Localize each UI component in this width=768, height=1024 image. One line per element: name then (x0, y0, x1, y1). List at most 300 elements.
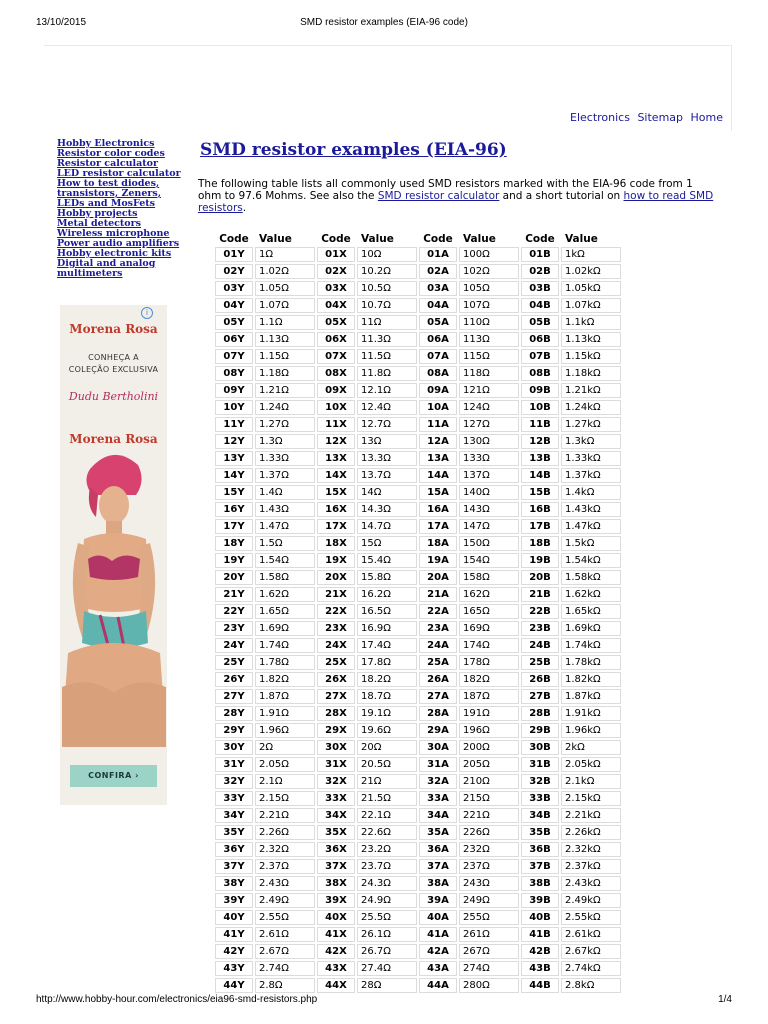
column-header: Value (463, 233, 496, 245)
code-cell: 23A (419, 621, 457, 636)
side-nav-item[interactable]: Metal detectors (57, 218, 142, 229)
side-nav-item[interactable]: Resistor calculator (57, 158, 159, 169)
value-cell: 13.7Ω (357, 468, 417, 483)
table-row (215, 791, 621, 806)
code-cell: 03X (317, 281, 355, 296)
value-cell: 1.3kΩ (561, 434, 621, 449)
value-cell: 19.6Ω (357, 723, 417, 738)
code-cell: 04X (317, 298, 355, 313)
table-row (215, 978, 621, 993)
code-cell: 03B (521, 281, 559, 296)
value-cell: 24.3Ω (357, 876, 417, 891)
code-cell: 17A (419, 519, 457, 534)
code-cell: 42B (521, 944, 559, 959)
code-cell: 39X (317, 893, 355, 908)
value-cell: 23.7Ω (357, 859, 417, 874)
value-cell: 1.82kΩ (561, 672, 621, 687)
value-cell: 2.32kΩ (561, 842, 621, 857)
code-cell: 41X (317, 927, 355, 942)
code-cell: 34B (521, 808, 559, 823)
side-nav-item[interactable]: Resistor color codes (57, 148, 165, 159)
code-cell: 13Y (215, 451, 253, 466)
code-cell: 17Y (215, 519, 253, 534)
table-row (215, 553, 621, 568)
value-cell: 1kΩ (561, 247, 621, 262)
code-cell: 15A (419, 485, 457, 500)
value-cell: 1.27kΩ (561, 417, 621, 432)
code-cell: 35Y (215, 825, 253, 840)
code-cell: 22B (521, 604, 559, 619)
code-cell: 14A (419, 468, 457, 483)
nav-link-sitemap[interactable]: Sitemap (637, 111, 684, 124)
code-cell: 32B (521, 774, 559, 789)
table-row (215, 774, 621, 789)
intro-text: The following table lists all commonly used SMD resistors marked with the EIA-96 code from 1 ohm to 97.6 Mohms. See also the (198, 178, 693, 202)
code-cell: 11Y (215, 417, 253, 432)
table-row (215, 910, 621, 925)
code-cell: 09A (419, 383, 457, 398)
code-cell: 20B (521, 570, 559, 585)
value-cell: 1.1Ω (255, 315, 315, 330)
value-cell: 232Ω (459, 842, 519, 857)
value-cell: 10.2Ω (357, 264, 417, 279)
code-cell: 33X (317, 791, 355, 806)
code-cell: 21B (521, 587, 559, 602)
value-cell: 18.2Ω (357, 672, 417, 687)
code-cell: 16Y (215, 502, 253, 517)
value-cell: 1.54Ω (255, 553, 315, 568)
value-cell: 113Ω (459, 332, 519, 347)
value-cell: 1.18kΩ (561, 366, 621, 381)
table-row (215, 740, 621, 755)
table-row (215, 621, 621, 636)
code-cell: 13X (317, 451, 355, 466)
code-cell: 18Y (215, 536, 253, 551)
code-cell: 26X (317, 672, 355, 687)
ad-tagline: CONHEÇA A (88, 353, 139, 362)
value-cell: 154Ω (459, 553, 519, 568)
code-cell: 05A (419, 315, 457, 330)
value-cell: 18.7Ω (357, 689, 417, 704)
side-nav-item[interactable]: Wireless microphone (57, 228, 170, 239)
code-cell: 10Y (215, 400, 253, 415)
code-cell: 38A (419, 876, 457, 891)
side-nav-item[interactable]: Hobby electronic kits (57, 248, 172, 259)
ad-model-photo (60, 447, 167, 747)
code-cell: 40X (317, 910, 355, 925)
table-row (215, 570, 621, 585)
side-nav-item[interactable]: How to test diodes, transistors, Zeners, LEDs and MosFets (57, 178, 162, 209)
value-cell: 2.55Ω (255, 910, 315, 925)
value-cell: 1.74Ω (255, 638, 315, 653)
code-cell: 14B (521, 468, 559, 483)
value-cell: 2.26kΩ (561, 825, 621, 840)
code-cell: 16X (317, 502, 355, 517)
code-cell: 02X (317, 264, 355, 279)
value-cell: 2.49kΩ (561, 893, 621, 908)
code-cell: 09X (317, 383, 355, 398)
value-cell: 14.3Ω (357, 502, 417, 517)
code-cell: 29X (317, 723, 355, 738)
value-cell: 162Ω (459, 587, 519, 602)
table-row (215, 859, 621, 874)
side-nav-item[interactable]: Digital and analog multimeters (57, 258, 156, 279)
code-cell: 07A (419, 349, 457, 364)
code-cell: 35B (521, 825, 559, 840)
side-nav-item[interactable]: LED resistor calculator (57, 168, 181, 179)
value-cell: 280Ω (459, 978, 519, 993)
value-cell: 26.1Ω (357, 927, 417, 942)
value-cell: 255Ω (459, 910, 519, 925)
code-cell: 18B (521, 536, 559, 551)
code-cell: 28X (317, 706, 355, 721)
value-cell: 174Ω (459, 638, 519, 653)
value-cell: 12.1Ω (357, 383, 417, 398)
value-cell: 2.37kΩ (561, 859, 621, 874)
value-cell: 1.96Ω (255, 723, 315, 738)
code-cell: 14Y (215, 468, 253, 483)
value-cell: 10Ω (357, 247, 417, 262)
value-cell: 1.65kΩ (561, 604, 621, 619)
value-cell: 118Ω (459, 366, 519, 381)
table-row (215, 655, 621, 670)
code-cell: 31Y (215, 757, 253, 772)
code-cell: 04B (521, 298, 559, 313)
tutorial-link[interactable]: how to read SMD resistors (198, 190, 714, 214)
value-cell: 102Ω (459, 264, 519, 279)
value-cell: 1.15Ω (255, 349, 315, 364)
value-cell: 2.74Ω (255, 961, 315, 976)
code-cell: 11B (521, 417, 559, 432)
value-cell: 14Ω (357, 485, 417, 500)
value-cell: 1.54kΩ (561, 553, 621, 568)
value-cell: 2.1Ω (255, 774, 315, 789)
table-row (215, 468, 621, 483)
value-cell: 1.69kΩ (561, 621, 621, 636)
value-cell: 143Ω (459, 502, 519, 517)
code-cell: 14X (317, 468, 355, 483)
intro-text: and a short tutorial on (499, 190, 624, 202)
code-cell: 37B (521, 859, 559, 874)
code-cell: 39Y (215, 893, 253, 908)
code-cell: 40Y (215, 910, 253, 925)
value-cell: 1.15kΩ (561, 349, 621, 364)
side-nav-item[interactable]: Hobby projects (57, 208, 138, 219)
code-cell: 29A (419, 723, 457, 738)
value-cell: 2.1kΩ (561, 774, 621, 789)
table-header-row (215, 233, 621, 245)
value-cell: 2.8kΩ (561, 978, 621, 993)
value-cell: 1.91Ω (255, 706, 315, 721)
value-cell: 1.05kΩ (561, 281, 621, 296)
code-cell: 18X (317, 536, 355, 551)
ad-cta-button[interactable]: CONFIRA › (70, 765, 157, 787)
value-cell: 210Ω (459, 774, 519, 789)
code-cell: 03Y (215, 281, 253, 296)
code-cell: 44A (419, 978, 457, 993)
value-cell: 10.7Ω (357, 298, 417, 313)
code-cell: 19A (419, 553, 457, 568)
value-cell: 2.61Ω (255, 927, 315, 942)
code-cell: 44X (317, 978, 355, 993)
code-cell: 25B (521, 655, 559, 670)
value-cell: 121Ω (459, 383, 519, 398)
code-cell: 34X (317, 808, 355, 823)
code-cell: 30A (419, 740, 457, 755)
value-cell: 2kΩ (561, 740, 621, 755)
code-cell: 04A (419, 298, 457, 313)
value-cell: 1.87Ω (255, 689, 315, 704)
value-cell: 221Ω (459, 808, 519, 823)
table-row (215, 502, 621, 517)
code-cell: 11A (419, 417, 457, 432)
value-cell: 182Ω (459, 672, 519, 687)
column-header: Value (259, 233, 292, 245)
print-date: 13/10/2015 (36, 17, 87, 28)
value-cell: 115Ω (459, 349, 519, 364)
value-cell: 196Ω (459, 723, 519, 738)
code-cell: 08A (419, 366, 457, 381)
table-row (215, 876, 621, 891)
value-cell: 15.4Ω (357, 553, 417, 568)
table-row (215, 638, 621, 653)
code-cell: 27A (419, 689, 457, 704)
code-cell: 32A (419, 774, 457, 789)
value-cell: 2.74kΩ (561, 961, 621, 976)
code-cell: 25X (317, 655, 355, 670)
table-row (215, 281, 621, 296)
table-row (215, 349, 621, 364)
code-cell: 37X (317, 859, 355, 874)
value-cell: 169Ω (459, 621, 519, 636)
code-cell: 23B (521, 621, 559, 636)
value-cell: 2.32Ω (255, 842, 315, 857)
value-cell: 274Ω (459, 961, 519, 976)
value-cell: 1.82Ω (255, 672, 315, 687)
value-cell: 178Ω (459, 655, 519, 670)
value-cell: 22.1Ω (357, 808, 417, 823)
table-row (215, 332, 621, 347)
code-cell: 07B (521, 349, 559, 364)
column-header: Code (423, 233, 453, 245)
value-cell: 16.5Ω (357, 604, 417, 619)
value-cell: 11.8Ω (357, 366, 417, 381)
code-cell: 04Y (215, 298, 253, 313)
value-cell: 20.5Ω (357, 757, 417, 772)
table-row (215, 893, 621, 908)
table-row (215, 689, 621, 704)
value-cell: 187Ω (459, 689, 519, 704)
print-header (0, 17, 768, 31)
value-cell: 140Ω (459, 485, 519, 500)
top-nav (566, 111, 723, 124)
ad-info-icon[interactable]: i (141, 307, 153, 319)
value-cell: 133Ω (459, 451, 519, 466)
value-cell: 137Ω (459, 468, 519, 483)
code-cell: 01X (317, 247, 355, 262)
table-row (215, 927, 621, 942)
code-cell: 21A (419, 587, 457, 602)
value-cell: 28Ω (357, 978, 417, 993)
value-cell: 1.62kΩ (561, 587, 621, 602)
value-cell: 1.4kΩ (561, 485, 621, 500)
smd-calculator-link[interactable]: SMD resistor calculator (377, 190, 500, 202)
value-cell: 2.67Ω (255, 944, 315, 959)
value-cell: 21.5Ω (357, 791, 417, 806)
value-cell: 27.4Ω (357, 961, 417, 976)
code-cell: 10A (419, 400, 457, 415)
code-cell: 36Y (215, 842, 253, 857)
table-row (215, 519, 621, 534)
code-cell: 33Y (215, 791, 253, 806)
value-cell: 12.4Ω (357, 400, 417, 415)
code-cell: 42X (317, 944, 355, 959)
value-cell: 1.4Ω (255, 485, 315, 500)
ad-tagline: COLEÇÃO EXCLUSIVA (68, 365, 159, 374)
table-row (215, 604, 621, 619)
code-cell: 31X (317, 757, 355, 772)
value-cell: 17.4Ω (357, 638, 417, 653)
value-cell: 107Ω (459, 298, 519, 313)
nav-link-home[interactable]: Home (690, 111, 723, 124)
table-row (215, 672, 621, 687)
value-cell: 16.9Ω (357, 621, 417, 636)
table-row (215, 383, 621, 398)
value-cell: 1.37kΩ (561, 468, 621, 483)
table-row (215, 757, 621, 772)
value-cell: 1.69Ω (255, 621, 315, 636)
code-cell: 30Y (215, 740, 253, 755)
code-cell: 24Y (215, 638, 253, 653)
code-cell: 12A (419, 434, 457, 449)
print-title: SMD resistor examples (EIA-96 code) (300, 17, 468, 28)
code-cell: 33A (419, 791, 457, 806)
code-cell: 13A (419, 451, 457, 466)
code-cell: 11X (317, 417, 355, 432)
side-nav-item[interactable]: Hobby Electronics (57, 138, 155, 149)
code-cell: 43A (419, 961, 457, 976)
value-cell: 1.62Ω (255, 587, 315, 602)
value-cell: 14.7Ω (357, 519, 417, 534)
value-cell: 25.5Ω (357, 910, 417, 925)
table-row (215, 417, 621, 432)
code-cell: 23Y (215, 621, 253, 636)
value-cell: 13Ω (357, 434, 417, 449)
code-cell: 01B (521, 247, 559, 262)
value-cell: 2.37Ω (255, 859, 315, 874)
code-cell: 17B (521, 519, 559, 534)
code-cell: 40A (419, 910, 457, 925)
value-cell: 100Ω (459, 247, 519, 262)
print-footer (0, 994, 768, 1008)
code-cell: 18A (419, 536, 457, 551)
table-row (215, 400, 621, 415)
value-cell: 124Ω (459, 400, 519, 415)
code-cell: 10B (521, 400, 559, 415)
table-row (215, 723, 621, 738)
value-cell: 2Ω (255, 740, 315, 755)
value-cell: 1.47kΩ (561, 519, 621, 534)
value-cell: 22.6Ω (357, 825, 417, 840)
column-header: Code (219, 233, 249, 245)
table-row (215, 825, 621, 840)
code-cell: 30B (521, 740, 559, 755)
code-cell: 19B (521, 553, 559, 568)
code-cell: 27X (317, 689, 355, 704)
value-cell: 1.05Ω (255, 281, 315, 296)
code-cell: 37Y (215, 859, 253, 874)
value-cell: 1.24Ω (255, 400, 315, 415)
ad-brand-logo: Morena Rosa (69, 432, 158, 446)
table-row (215, 485, 621, 500)
code-cell: 08B (521, 366, 559, 381)
code-cell: 09B (521, 383, 559, 398)
code-cell: 19Y (215, 553, 253, 568)
table-row (215, 944, 621, 959)
code-cell: 20Y (215, 570, 253, 585)
table-row (215, 366, 621, 381)
value-cell: 1.13Ω (255, 332, 315, 347)
code-cell: 22Y (215, 604, 253, 619)
code-cell: 01A (419, 247, 457, 262)
value-cell: 2.8Ω (255, 978, 315, 993)
advertisement[interactable] (60, 305, 167, 805)
value-cell: 1.58Ω (255, 570, 315, 585)
value-cell: 261Ω (459, 927, 519, 942)
code-cell: 28Y (215, 706, 253, 721)
code-cell: 15B (521, 485, 559, 500)
code-cell: 39A (419, 893, 457, 908)
code-cell: 07Y (215, 349, 253, 364)
code-cell: 22X (317, 604, 355, 619)
table-row (215, 961, 621, 976)
value-cell: 226Ω (459, 825, 519, 840)
code-cell: 32X (317, 774, 355, 789)
value-cell: 165Ω (459, 604, 519, 619)
value-cell: 1Ω (255, 247, 315, 262)
code-cell: 24A (419, 638, 457, 653)
value-cell: 215Ω (459, 791, 519, 806)
code-cell: 27Y (215, 689, 253, 704)
value-cell: 1.27Ω (255, 417, 315, 432)
code-cell: 42A (419, 944, 457, 959)
code-cell: 12Y (215, 434, 253, 449)
value-cell: 15.8Ω (357, 570, 417, 585)
code-cell: 05X (317, 315, 355, 330)
code-cell: 03A (419, 281, 457, 296)
eia96-table (213, 231, 623, 995)
value-cell: 1.33Ω (255, 451, 315, 466)
code-cell: 09Y (215, 383, 253, 398)
value-cell: 10.5Ω (357, 281, 417, 296)
value-cell: 2.61kΩ (561, 927, 621, 942)
value-cell: 11.5Ω (357, 349, 417, 364)
code-cell: 26Y (215, 672, 253, 687)
code-cell: 01Y (215, 247, 253, 262)
table-row (215, 808, 621, 823)
value-cell: 1.65Ω (255, 604, 315, 619)
value-cell: 11Ω (357, 315, 417, 330)
code-cell: 21X (317, 587, 355, 602)
code-cell: 02B (521, 264, 559, 279)
value-cell: 2.49Ω (255, 893, 315, 908)
side-nav-item[interactable]: Power audio amplifiers (57, 238, 180, 249)
code-cell: 05B (521, 315, 559, 330)
value-cell: 2.26Ω (255, 825, 315, 840)
code-cell: 36B (521, 842, 559, 857)
nav-link-electronics[interactable]: Electronics (570, 111, 630, 124)
code-cell: 12X (317, 434, 355, 449)
